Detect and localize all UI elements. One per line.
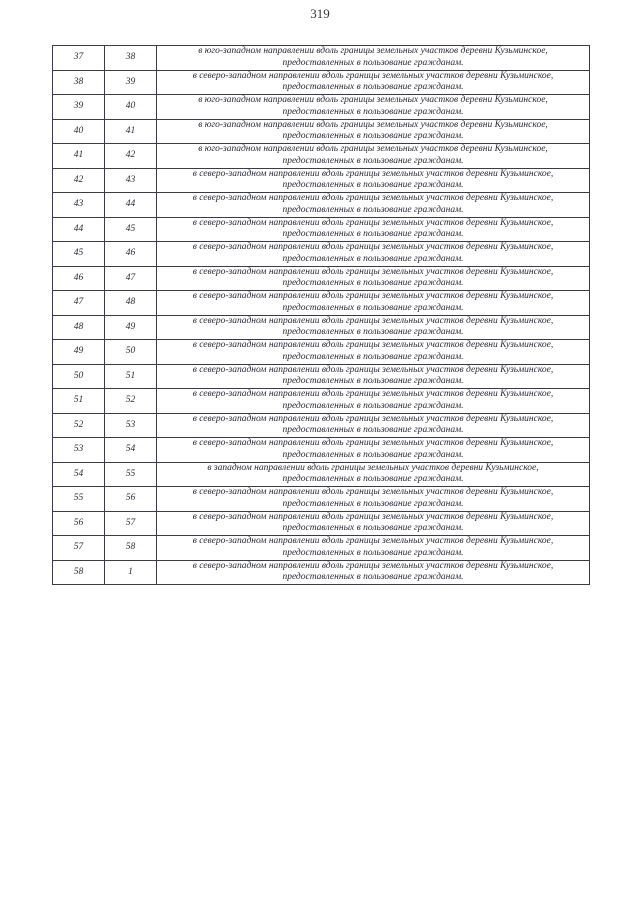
table-row [53,413,590,438]
boundary-description-cell [157,536,590,561]
table-row [53,291,590,316]
point-from-cell: 55 [53,487,105,512]
table-row [53,168,590,193]
description-line-1: в юго-западном направлении вдоль границы земельных участков деревни Кузьминское, [198,144,548,155]
description-line-2: предоставленных в пользование гражданам. [282,278,464,289]
point-to-cell: 41 [105,119,157,144]
boundary-description-cell [157,462,590,487]
description-line-1: в северо-западном направлении вдоль границы земельных участков деревни Кузьминское, [192,315,554,326]
description-line-2: предоставленных в пользование гражданам. [282,425,464,436]
boundary-description-cell [157,511,590,536]
point-from-cell: 50 [53,364,105,389]
description-line-1: в северо-западном направлении вдоль границы земельных участков деревни Кузьминское, [192,340,554,351]
description-line-2: предоставленных в пользование гражданам. [282,229,464,240]
description-line-2: предоставленных в пользование гражданам. [282,523,464,534]
point-from-cell: 53 [53,438,105,463]
table-row [53,46,590,71]
point-to-cell: 46 [105,242,157,267]
description-line-2: предоставленных в пользование гражданам. [282,82,464,93]
table-row [53,389,590,414]
description-line-2: предоставленных в пользование гражданам. [282,376,464,387]
point-from-cell: 58 [53,560,105,585]
description-line-2: предоставленных в пользование гражданам. [282,253,464,264]
point-to-cell: 50 [105,340,157,365]
description-line-1: в северо-западном направлении вдоль границы земельных участков деревни Кузьминское, [192,291,554,302]
description-line-2: предоставленных в пользование гражданам. [282,498,464,509]
point-from-cell: 47 [53,291,105,316]
description-line-1: в северо-западном направлении вдоль границы земельных участков деревни Кузьминское, [192,413,554,424]
description-line-2: предоставленных в пользование гражданам. [282,131,464,142]
point-to-cell: 52 [105,389,157,414]
table-row [53,511,590,536]
point-from-cell: 48 [53,315,105,340]
point-to-cell: 44 [105,193,157,218]
boundary-description-cell [157,413,590,438]
description-line-1: в юго-западном направлении вдоль границы земельных участков деревни Кузьминское, [198,46,548,57]
point-to-cell: 43 [105,168,157,193]
description-line-2: предоставленных в пользование гражданам. [282,106,464,117]
point-from-cell: 39 [53,95,105,120]
description-line-1: в северо-западном направлении вдоль границы земельных участков деревни Кузьминское, [192,438,554,449]
table-row [53,560,590,585]
point-to-cell: 57 [105,511,157,536]
description-line-1: в северо-западном направлении вдоль границы земельных участков деревни Кузьминское, [192,217,554,228]
boundary-description-cell [157,242,590,267]
table-row [53,315,590,340]
table-row [53,242,590,267]
point-to-cell: 40 [105,95,157,120]
boundary-description-cell [157,168,590,193]
point-to-cell: 48 [105,291,157,316]
boundary-description-cell [157,70,590,95]
point-from-cell: 40 [53,119,105,144]
table-row [53,438,590,463]
table-row [53,266,590,291]
boundary-description-table [52,45,590,585]
boundary-description-cell [157,487,590,512]
point-to-cell: 54 [105,438,157,463]
point-to-cell: 47 [105,266,157,291]
description-line-1: в северо-западном направлении вдоль границы земельных участков деревни Кузьминское, [192,536,554,547]
boundary-description-cell [157,46,590,71]
boundary-description-cell [157,315,590,340]
boundary-description-cell [157,144,590,169]
point-from-cell: 56 [53,511,105,536]
table-row [53,217,590,242]
point-from-cell: 45 [53,242,105,267]
description-line-2: предоставленных в пользование гражданам. [282,327,464,338]
boundary-description-cell [157,560,590,585]
table-row [53,193,590,218]
point-from-cell: 38 [53,70,105,95]
boundary-description-cell [157,364,590,389]
description-line-1: в северо-западном направлении вдоль границы земельных участков деревни Кузьминское, [192,242,554,253]
description-line-2: предоставленных в пользование гражданам. [282,547,464,558]
point-from-cell: 57 [53,536,105,561]
point-to-cell: 38 [105,46,157,71]
point-to-cell: 58 [105,536,157,561]
table-row [53,462,590,487]
description-line-1: в западном направлении вдоль границы земельных участков деревни Кузьминское, [207,462,539,473]
description-line-2: предоставленных в пользование гражданам. [282,204,464,215]
description-line-2: предоставленных в пользование гражданам. [282,351,464,362]
table-row [53,340,590,365]
point-to-cell: 45 [105,217,157,242]
description-line-2: предоставленных в пользование гражданам. [282,449,464,460]
description-line-1: в юго-западном направлении вдоль границы земельных участков деревни Кузьминское, [198,119,548,130]
boundary-description-cell [157,119,590,144]
description-line-2: предоставленных в пользование гражданам. [282,180,464,191]
description-line-1: в северо-западном направлении вдоль границы земельных участков деревни Кузьминское, [192,364,554,375]
table-row [53,119,590,144]
boundary-description-cell [157,438,590,463]
description-line-1: в юго-западном направлении вдоль границы земельных участков деревни Кузьминское, [198,95,548,106]
table-row [53,144,590,169]
point-to-cell: 49 [105,315,157,340]
table-row [53,70,590,95]
description-line-1: в северо-западном направлении вдоль границы земельных участков деревни Кузьминское, [192,168,554,179]
description-line-2: предоставленных в пользование гражданам. [282,474,464,485]
point-from-cell: 43 [53,193,105,218]
boundary-description-cell [157,217,590,242]
description-line-1: в северо-западном направлении вдоль границы земельных участков деревни Кузьминское, [192,266,554,277]
boundary-description-cell [157,193,590,218]
point-from-cell: 54 [53,462,105,487]
point-to-cell: 1 [105,560,157,585]
description-line-1: в северо-западном направлении вдоль границы земельных участков деревни Кузьминское, [192,389,554,400]
boundary-description-cell [157,389,590,414]
point-from-cell: 37 [53,46,105,71]
table-row [53,536,590,561]
point-to-cell: 39 [105,70,157,95]
description-line-2: предоставленных в пользование гражданам. [282,572,464,583]
point-to-cell: 53 [105,413,157,438]
point-from-cell: 41 [53,144,105,169]
boundary-description-cell [157,95,590,120]
boundary-description-cell [157,291,590,316]
table-row [53,487,590,512]
point-from-cell: 44 [53,217,105,242]
point-to-cell: 55 [105,462,157,487]
description-line-1: в северо-западном направлении вдоль границы земельных участков деревни Кузьминское, [192,511,554,522]
description-line-2: предоставленных в пользование гражданам. [282,400,464,411]
table-row [53,95,590,120]
point-to-cell: 51 [105,364,157,389]
description-line-2: предоставленных в пользование гражданам. [282,302,464,313]
point-from-cell: 42 [53,168,105,193]
table-row [53,364,590,389]
point-to-cell: 42 [105,144,157,169]
point-from-cell: 51 [53,389,105,414]
description-line-1: в северо-западном направлении вдоль границы земельных участков деревни Кузьминское, [192,193,554,204]
description-line-1: в северо-западном направлении вдоль границы земельных участков деревни Кузьминское, [192,487,554,498]
page-number: 319 [310,6,330,21]
table-body [53,46,590,585]
point-from-cell: 49 [53,340,105,365]
boundary-description-cell [157,266,590,291]
point-from-cell: 46 [53,266,105,291]
point-from-cell: 52 [53,413,105,438]
description-line-1: в северо-западном направлении вдоль границы земельных участков деревни Кузьминское, [192,560,554,571]
description-line-2: предоставленных в пользование гражданам. [282,155,464,166]
description-line-1: в северо-западном направлении вдоль границы земельных участков деревни Кузьминское, [192,70,554,81]
point-to-cell: 56 [105,487,157,512]
description-line-2: предоставленных в пользование гражданам. [282,57,464,68]
boundary-description-cell [157,340,590,365]
